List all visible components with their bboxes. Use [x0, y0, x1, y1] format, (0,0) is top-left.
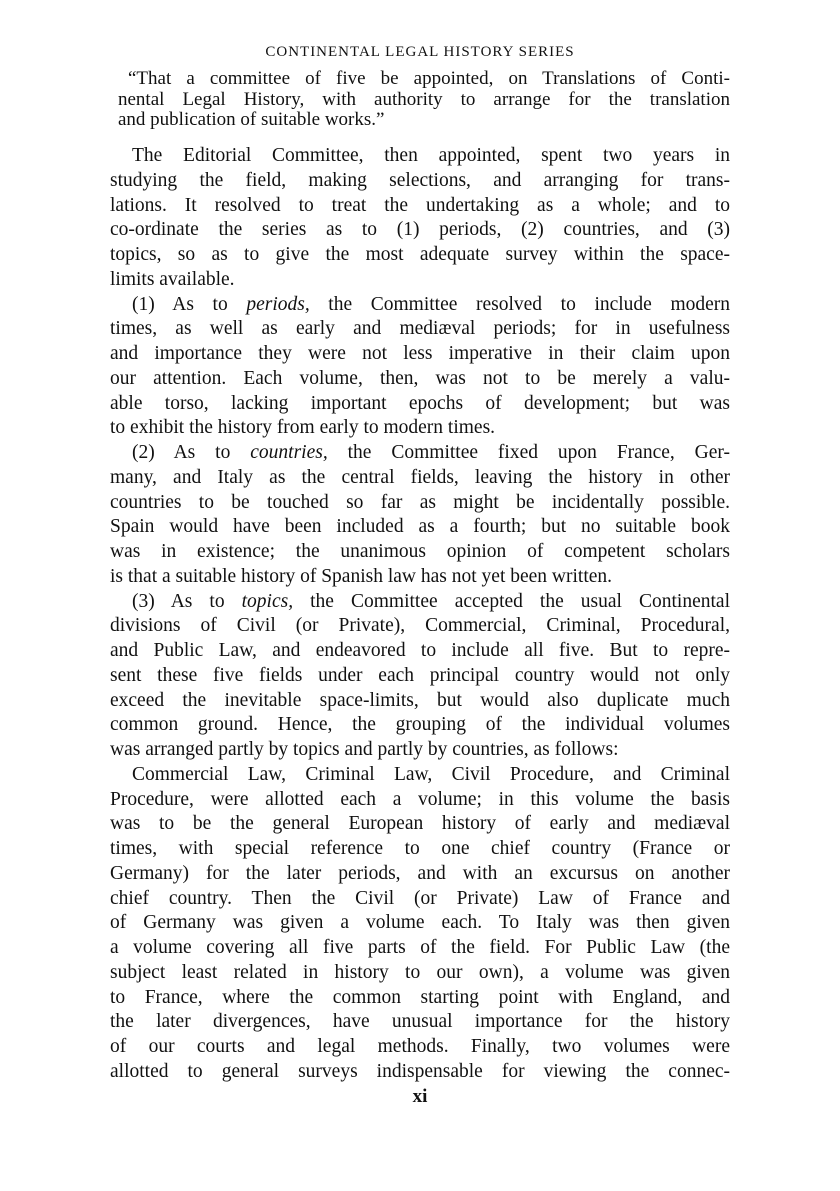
text-line: was in existence; the unanimous opinion of competent scholars: [110, 541, 730, 562]
text-line: times, with special reference to one chief country (France or: [110, 838, 730, 859]
text-line: The Editorial Committee, then appointed, spent two years in: [132, 145, 730, 166]
text-line: Spain would have been included as a fourth; but no suitable book: [110, 516, 730, 538]
text-line: divisions of Civil (or Private), Commercial, Criminal, Procedural,: [110, 615, 730, 637]
text-line: the later divergences, have unusual importance for the history: [110, 1011, 730, 1033]
text-line: is that a suitable history of Spanish law has not yet been written.: [110, 565, 613, 587]
text-line: was arranged partly by topics and partly by countries, as follows:: [110, 739, 619, 760]
text-line: and publication of suitable works.”: [118, 109, 385, 130]
text-segment: the Committee accepted the usual Continental: [293, 590, 730, 612]
text-line: times, as well as early and mediæval periods; for in usefulness: [110, 318, 730, 340]
text-segment: (3) As to: [132, 590, 242, 612]
text-line: of Germany was given a volume each. To Italy was then given: [110, 912, 730, 934]
text-segment: the Committee resolved to include modern: [309, 293, 731, 315]
text-line: chief country. Then the Civil (or Private) Law of France and: [110, 887, 730, 909]
text-line: a volume covering all five parts of the field. For Public Law (the: [110, 937, 730, 958]
text-line: co-ordinate the series as to (1) periods, (2) countries, and (3): [110, 219, 730, 241]
text-segment: the Committee fixed upon France, Ger-: [327, 442, 730, 463]
text-line: studying the field, making selections, and arranging for trans-: [110, 169, 730, 191]
running-header: CONTINENTAL LEGAL HISTORY SERIES: [265, 44, 575, 60]
text-line: limits available.: [110, 268, 235, 290]
text-line: [110, 590, 730, 615]
text-line: topics, so as to give the most adequate survey within the space-: [110, 244, 730, 265]
resolution-quote: [118, 69, 730, 131]
text-line: nental Legal History, with authority to arrange for the translation: [118, 88, 730, 110]
text-line: Commercial Law, Criminal Law, Civil Procedure, and Criminal: [132, 763, 730, 785]
italic-term: topics,: [241, 590, 294, 612]
text-line: Germany) for the later periods, and with an excursus on another: [110, 862, 730, 884]
text-line: common ground. Hence, the grouping of the individual volumes: [110, 714, 730, 736]
text-line: to France, where the common starting point with England, and: [110, 986, 730, 1008]
text-line: was to be the general European history of early and mediæval: [110, 813, 730, 835]
text-line: “That a committee of five be appointed, on Translations of Conti-: [128, 68, 730, 89]
italic-term: periods,: [246, 293, 310, 315]
text-line: subject least related in history to our own), a volume was given: [110, 961, 730, 983]
text-line: Procedure, were allotted each a volume; in this volume the basis: [110, 788, 730, 810]
text-line: of our courts and legal methods. Finally, two volumes were: [110, 1036, 730, 1057]
text-segment: (1) As to: [132, 293, 247, 315]
text-line: many, and Italy as the central fields, leaving the history in other: [110, 466, 730, 488]
page-number: xi: [412, 1086, 428, 1107]
text-line: and importance they were not less imperative in their claim upon: [110, 343, 730, 364]
text-line: [110, 293, 730, 318]
italic-term: countries,: [250, 442, 328, 463]
text-line: allotted to general surveys indispensable for viewing the connec-: [110, 1060, 730, 1082]
text-line: and Public Law, and endeavored to include all five. But to repre-: [110, 640, 730, 661]
text-segment: (2) As to: [132, 442, 251, 463]
text-line: countries to be touched so far as might be incidentally possible.: [110, 491, 730, 513]
text-line: lations. It resolved to treat the undertaking as a whole; and to: [110, 194, 730, 216]
text-line: able torso, lacking important epochs of development; but was: [110, 392, 730, 414]
text-line: sent these five fields under each principal country would not only: [110, 664, 730, 686]
text-line: [110, 441, 730, 466]
text-line: our attention. Each volume, then, was not to be merely a valu-: [110, 367, 730, 389]
text-line: exceed the inevitable space-limits, but would also duplicate much: [110, 689, 730, 711]
text-line: to exhibit the history from early to modern times.: [110, 417, 496, 439]
body-text: [110, 144, 730, 1085]
